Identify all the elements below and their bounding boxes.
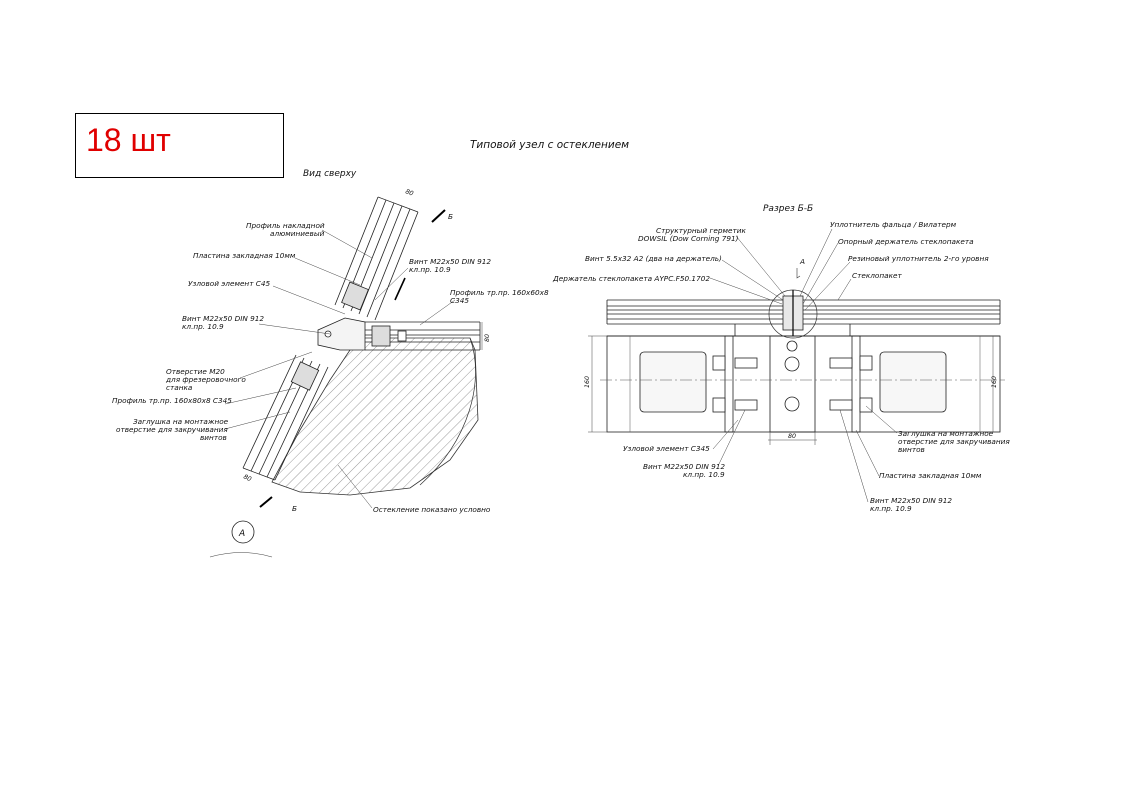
label-holder: Держатель стеклопакета AYPC.F50.1702 (553, 274, 710, 283)
section-mark-bottom: Б (292, 504, 298, 513)
top-band (607, 300, 1000, 336)
label-support-holder: Опорный держатель стеклопакета (838, 237, 974, 246)
label-plug-3: винтов (200, 433, 227, 442)
label-profile-alu-2: алюминиевый (270, 229, 325, 238)
right-block (880, 352, 946, 412)
label-screw: Винт 5.5х32 А2 (два на держатель) (585, 254, 722, 263)
label-bolt2-1: Винт М22х50 DIN 912 (182, 314, 265, 323)
label-plug-1: Заглушка на монтажное (133, 417, 229, 426)
label-bolt1-1: Винт М22х50 DIN 912 (409, 257, 492, 266)
label-profile-160x80: Профиль тр.пр. 160х80х8 С345 (112, 396, 232, 405)
dim-width: 80 (788, 433, 797, 440)
label-profile-alu-1: Профиль накладной (246, 221, 325, 230)
label-bolt-right-1: Винт М22х50 DIN 912 (870, 496, 953, 505)
dim-side: 80 (484, 333, 491, 342)
label-glazing: Остекление показано условно (373, 505, 491, 514)
label-sealant-2: DOWSIL (Dow Corning 791) (638, 234, 739, 243)
callout-a: А (239, 529, 246, 539)
label-plate: Пластина закладная 10мм (879, 471, 982, 480)
section-bb (584, 204, 1005, 502)
quantity-note: 18 шт (86, 122, 171, 158)
drawing-title: Типовой узел с остеклением (470, 139, 630, 151)
label-hole-1: Отверстие М20 (166, 367, 225, 376)
dim-bottom: 80 (242, 473, 253, 484)
label-rubber-seal: Резиновый уплотнитель 2-го уровня (848, 254, 989, 263)
label-glass-unit: Стеклопакет (852, 271, 902, 280)
label-plug-3: винтов (898, 445, 925, 454)
dim-left: 160 (584, 375, 591, 388)
label-node: Узловой элемент С45 (188, 279, 271, 288)
label-hole-2: для фрезеровочного (166, 375, 246, 384)
center-column (770, 336, 815, 432)
section-caption: Разрез Б-Б (763, 204, 814, 214)
label-sealant-1: Структурный герметик (656, 226, 746, 235)
bolts (713, 356, 872, 412)
left-block (640, 352, 706, 412)
top-view-caption: Вид сверху (303, 169, 357, 179)
label-hole-3: станка (166, 383, 193, 392)
label-rebate-seal: Уплотнитель фальца / Вилатерм (830, 220, 957, 229)
label-bolt-right-2: кл.пр. 10.9 (870, 504, 912, 513)
dim-right: 160 (991, 375, 998, 388)
upper-profile (335, 197, 418, 320)
label-bolt-left-2: кл.пр. 10.9 (683, 470, 725, 479)
section-callout-a: А (800, 257, 805, 266)
label-bolt-left-1: Винт М22х50 DIN 912 (643, 462, 726, 471)
label-plug-2: отверстие для закручивания (898, 437, 1010, 446)
label-profile-160x60-1: Профиль тр.пр. 160х60х8 (450, 288, 549, 297)
label-node: Узловой элемент С345 (623, 444, 710, 453)
label-bolt2-2: кл.пр. 10.9 (182, 322, 224, 331)
label-bolt1-2: кл.пр. 10.9 (409, 265, 451, 274)
label-plate: Пластина закладная 10мм (193, 251, 296, 260)
label-profile-160x60-2: С345 (450, 296, 470, 305)
glazing-hatch (272, 338, 478, 495)
label-plug-1: Заглушка на монтажное (898, 429, 994, 438)
label-plug-2: отверстие для закручивания (116, 425, 228, 434)
section-mark-top: Б (448, 212, 454, 221)
dim-top: 80 (404, 188, 415, 198)
